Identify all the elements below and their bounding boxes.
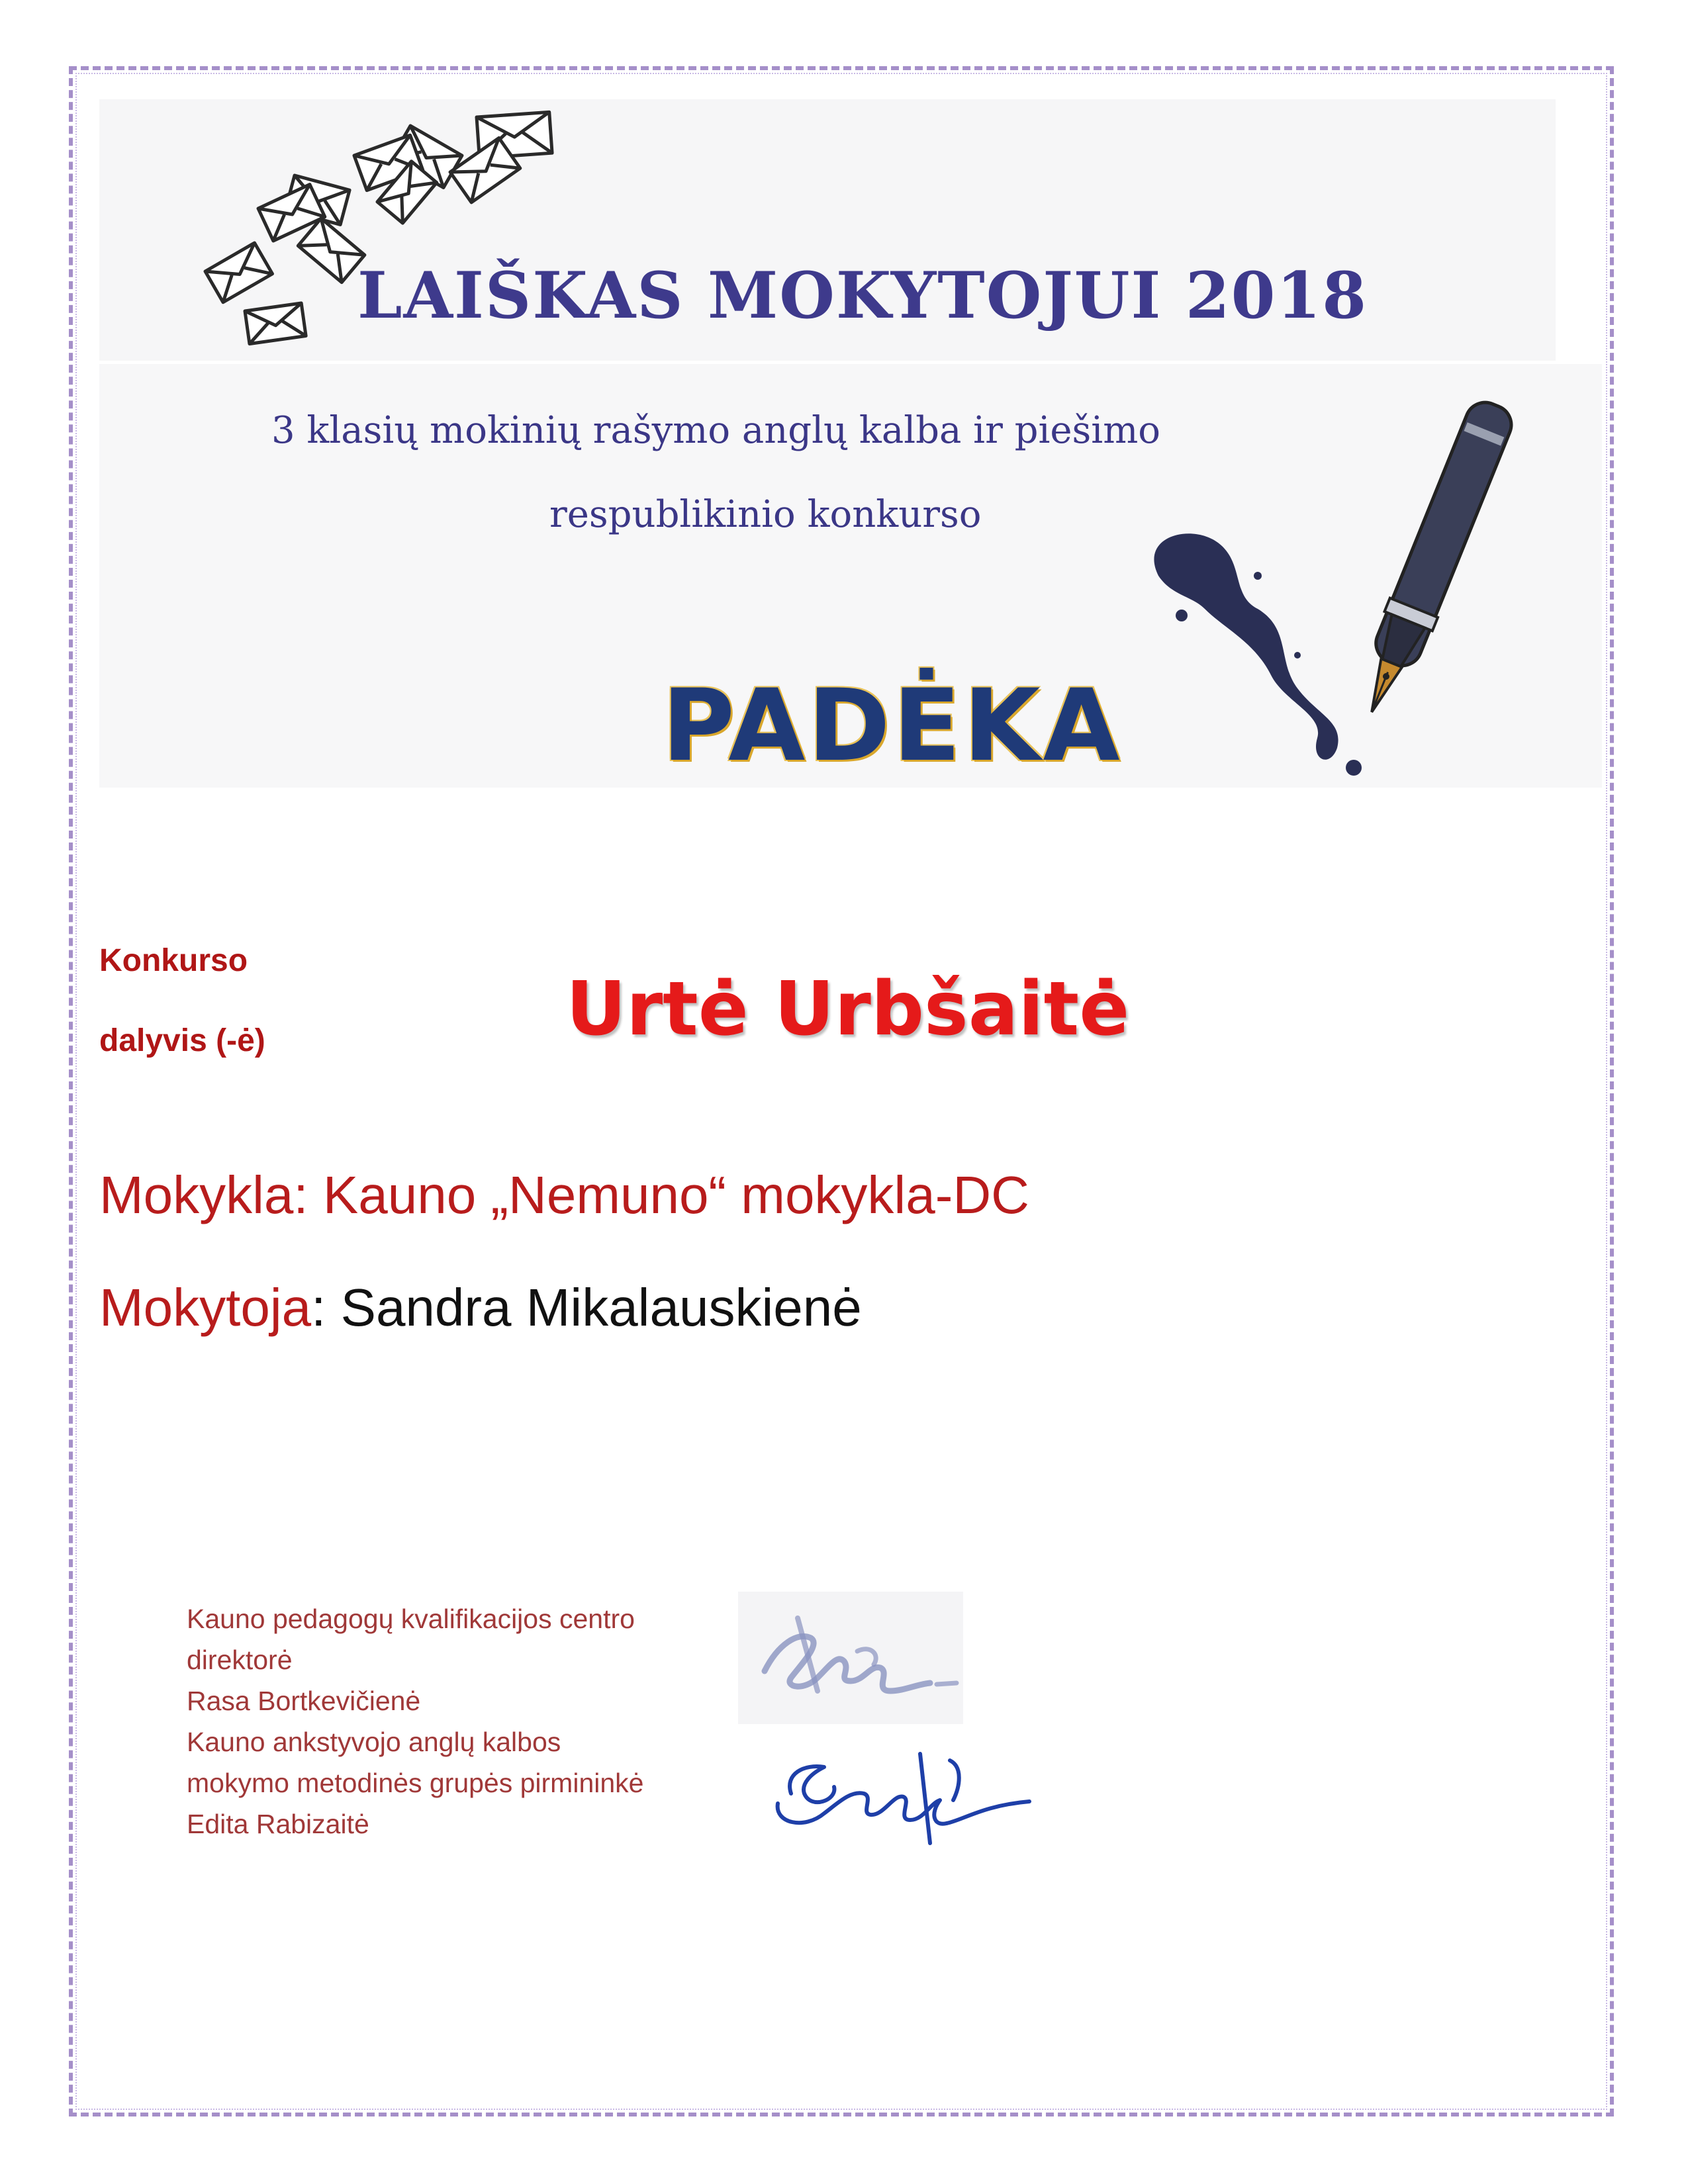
signatory-line: mokymo metodinės grupės pirmininkė bbox=[187, 1768, 644, 1798]
teacher-label: Mokytoja bbox=[99, 1278, 312, 1337]
participant-label-line-2: dalyvis (-ė) bbox=[99, 1023, 265, 1058]
signatory-line: Kauno ankstyvojo anglų kalbos bbox=[187, 1727, 561, 1757]
signatory-line: Rasa Bortkevičienė bbox=[187, 1686, 421, 1716]
envelope-icon bbox=[298, 218, 365, 283]
signature-icon bbox=[738, 1592, 963, 1724]
subtitle-line-2: respublikinio konkurso bbox=[549, 493, 982, 536]
signatories-block bbox=[187, 1598, 769, 1844]
certificate-title: LAIŠKAS MOKYTOJUI 2018 bbox=[357, 258, 1368, 333]
teacher-line bbox=[99, 1277, 862, 1338]
signatory-line: Edita Rabizaitė bbox=[187, 1809, 369, 1839]
school-line: Mokykla: Kauno „Nemuno“ mokykla-DC bbox=[99, 1165, 1029, 1224]
participant-name: Urtė Urbšaitė bbox=[566, 966, 1130, 1052]
signature-icon bbox=[765, 1727, 1043, 1853]
certificate-heading: PADĖKA bbox=[662, 668, 1123, 784]
signatory-line: direktorė bbox=[187, 1645, 293, 1675]
teacher-name: : Sandra Mikalauskienė bbox=[311, 1278, 862, 1337]
subtitle-line-1: 3 klasių mokinių rašymo anglų kalba ir piešimo bbox=[271, 409, 1161, 452]
envelope-icon bbox=[245, 303, 306, 343]
participant-label-line-1: Konkurso bbox=[99, 943, 248, 978]
signatory-line: Kauno pedagogų kvalifikacijos centro bbox=[187, 1604, 635, 1634]
envelope-icon bbox=[205, 243, 272, 302]
